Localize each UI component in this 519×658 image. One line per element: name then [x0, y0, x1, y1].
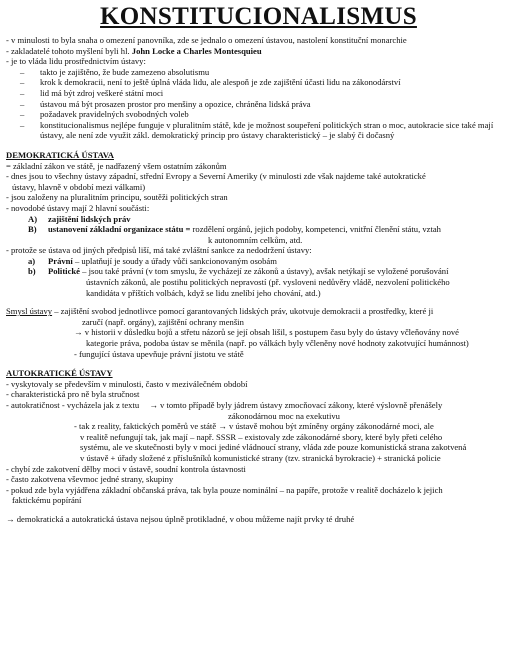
dash-bullet-icon: –	[20, 109, 25, 120]
text-line: kategorie práva, podoba ústav se měnila (např. po válkách byly včleněny nové hodnoty zakotvující humánnost)	[86, 338, 469, 349]
text-line: - vyskytovaly se především v minulosti, často v meziválečném období	[6, 378, 248, 389]
list-item: b) Politické – jsou také právní (v tom smyslu, že vycházejí ze zákonů a ústavy), avšak netýkají se vyložené porušování ústavních zákonů, ale postihu politických nepravostí (př. vysloveni nedůvěry vládě, nezvolení politického kandidáta v příštích volbách, když se lidu znelíbí jeho chování, atd.)	[28, 266, 450, 298]
list-item: – požadavek pravidelných svobodných voleb	[20, 109, 189, 120]
conclusion-line: → demokratická a autokratická ústava nejsou úplně protikladné, v obou můžeme najít prvky té druhé	[6, 513, 355, 524]
list-item: A) zajištění lidských práv	[28, 213, 131, 224]
text-line: ústavy, hlavně v období mezi válkami)	[12, 181, 146, 192]
section-heading: Smysl ústavy	[6, 306, 53, 317]
text-line: - dnes jsou to všechny ústavy západní, střední Evropy a Severní Ameriky (v minulosti zde však najdeme také autokratické	[6, 171, 426, 182]
text-line: - chybí zde zakotvení dělby moci v ústavě, soudní kontrola ústavnosti	[6, 463, 246, 474]
text-line: systému, ale ve skutečnosti byly v moci jediné vládnoucí strany, vláda zde pouze komunistická strana zakotvená	[80, 442, 467, 453]
list-item: – lid má být zdroj veškeré státní moci	[20, 87, 164, 98]
list-item: – ústavou má být prosazen prostor pro menšiny a opozice, chráněna lidská práva	[20, 98, 311, 109]
dash-bullet-icon: –	[20, 87, 25, 98]
text-line: = základní zákon ve státě, je nadřazený všem ostatním zákonům	[6, 160, 227, 171]
text-line: - charakteristická pro ně byla stručnost	[6, 389, 140, 400]
text-line: Smysl ústavy – zajištění svobod jednotlivce pomocí garantovaných lidských práv, ukotvuje demokracii a prostředky, které ji	[6, 306, 434, 317]
dash-bullet-icon: –	[20, 66, 25, 77]
list-item: – konstitucionalismus nejlépe funguje v pluralitním státě, kde je možnost soupeření politických stran o moc, autokracie sice také mají ústavy, ale není zde využit zákl. demokratický princip pro ústavy charakteristický – je slabý či dočasný	[20, 119, 494, 141]
text-line: zaručí (např. orgány), zajištění ochrany menšin	[82, 316, 244, 327]
text-line: - pokud zde byla vyjádřena základní občanská práva, tak byla pouze nominální – na papíře, protože v realitě docházelo k jejich	[6, 484, 443, 495]
section-heading: AUTOKRATICKÉ ÚSTAVY	[6, 368, 113, 379]
list-item: a) Právní – uplatňují je soudy a úřady vůči sankcionovaným osobám	[28, 255, 277, 266]
list-item: – takto je zajištěno, že bude zamezeno absolutismu	[20, 66, 210, 77]
list-item: - tak z reality, faktických poměrů ve státě → v ústavě mohou být zmíněny orgány zákonodárné moci, ale	[74, 421, 434, 432]
founders-names: John Locke a Charles Montesquieu	[131, 45, 262, 56]
text-line: faktickému popírání	[12, 495, 82, 506]
list-item: – krok k demokracii, není to ještě úplná vláda lidu, ale alespoň je zde zajištění účasti lidu na zákonodárství	[20, 77, 401, 88]
text-line: k autonomním celkům, atd.	[208, 234, 303, 245]
autocratic-section	[6, 368, 511, 524]
list-item: B) ustanovení základní organizace státu = rozdělení orgánů, jejich podoby, kompetenci, vnitřní členění státu, vztah	[28, 224, 441, 235]
text-line: v realitě nefungují tak, jak mají – např. SSSR – existovaly zde zákonodárné sbory, které byly přeti celého	[80, 431, 443, 442]
list-item: → v historii v důsledku bojů a střetu názorů se její obsah lišil, s postupem času byly do ústavy včleňovány nové	[74, 327, 459, 338]
text-line: zákonodárnou moc na exekutivu	[228, 410, 340, 421]
dash-bullet-icon: –	[20, 119, 25, 130]
intro-line: - je to vláda lidu prostřednictvím ústavy:	[6, 56, 146, 67]
text-line: - autokratičnost - vycházela jak z textu → v tomto případě byly jádrem ústavy zmocňovací zákony, které výslovně přenášely	[6, 400, 443, 410]
page-title: KONSTITUCIONALISMUS	[100, 3, 417, 30]
text-line: - protože se ústava od jiných předpisů liší, má také zvláštní sankce za nedodržení ústavy:	[6, 245, 312, 256]
section-heading: DEMOKRATICKÁ ÚSTAVA	[6, 149, 114, 160]
dash-bullet-icon: –	[20, 77, 25, 88]
intro-section	[6, 35, 511, 141]
text-line: - jsou založeny na pluralitním principu, soutěži politických stran	[6, 192, 228, 203]
democratic-section	[6, 150, 511, 298]
list-item: - fungující ústava upevňuje právní jistotu ve státě	[74, 348, 244, 359]
intro-line: - zakladatelé tohoto myšlení byli hl. John Locke a Charles Montesquieu	[6, 45, 262, 56]
text-line: v ústavě + úřady složené z příslušníků komunistické strany (tzv. stranická byrokracie) + stranická policie	[80, 452, 441, 463]
intro-line: - v minulosti to byla snaha o omezení panovníka, zde se jednalo o omezení ústavou, nastolení konstituční monarchie	[6, 35, 407, 45]
text-line: - často zakotvena vševmoc jedné strany, skupiny	[6, 474, 174, 485]
dash-bullet-icon: –	[20, 98, 25, 109]
meaning-section	[6, 306, 511, 359]
text-line: - novodobé ústavy mají 2 hlavní součásti:	[6, 202, 150, 213]
